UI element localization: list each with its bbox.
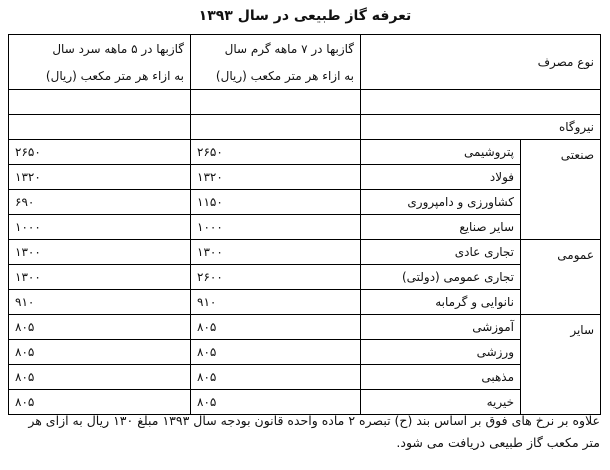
summer-price: ۱۳۰۰ bbox=[197, 245, 223, 259]
group-name: سایر bbox=[570, 323, 595, 337]
row-label: خیریه bbox=[486, 395, 515, 409]
winter-price: ۶۹۰ bbox=[15, 195, 35, 209]
table-row bbox=[9, 340, 601, 365]
row-label: کشاورزی و دامپروری bbox=[407, 195, 515, 209]
powerplant-row bbox=[9, 115, 601, 140]
row-label-cell bbox=[361, 365, 521, 390]
header-summer-cell-2 bbox=[191, 62, 361, 90]
table-row bbox=[9, 190, 601, 215]
summer-price: ۱۳۲۰ bbox=[197, 170, 223, 184]
summer-price: ۸۰۵ bbox=[197, 395, 217, 409]
row-label-cell bbox=[361, 240, 521, 265]
row-label: ورزشی bbox=[476, 345, 515, 359]
winter-price-cell bbox=[9, 290, 191, 315]
summer-price-cell bbox=[191, 215, 361, 240]
header-summer-line2: به ازاء هر متر مکعب (ریال) bbox=[215, 68, 354, 83]
winter-price-cell bbox=[9, 240, 191, 265]
winter-price-cell bbox=[9, 365, 191, 390]
winter-price: ۹۱۰ bbox=[15, 295, 35, 309]
header-type-cell bbox=[361, 35, 601, 90]
powerplant-label-cell bbox=[361, 115, 601, 140]
group-name-cell bbox=[521, 315, 601, 415]
summer-price: ۱۰۰۰ bbox=[197, 220, 223, 234]
document-title: تعرفه گاز طبیعی در سال ۱۳۹۳ bbox=[198, 8, 412, 24]
summer-price-cell bbox=[191, 140, 361, 165]
group-name: صنعتی bbox=[560, 148, 595, 162]
table-row bbox=[9, 365, 601, 390]
winter-price-cell bbox=[9, 215, 191, 240]
summer-price: ۸۰۵ bbox=[197, 320, 217, 334]
table-row bbox=[9, 315, 601, 340]
winter-price-cell bbox=[9, 190, 191, 215]
winter-price: ۸۰۵ bbox=[15, 345, 35, 359]
group-name: عمومی bbox=[557, 248, 595, 262]
footer-note bbox=[10, 410, 600, 454]
summer-price-cell bbox=[191, 340, 361, 365]
row-label-cell bbox=[361, 165, 521, 190]
winter-price: ۱۳۰۰ bbox=[15, 245, 41, 259]
winter-price: ۱۳۰۰ bbox=[15, 270, 41, 284]
row-label-cell bbox=[361, 190, 521, 215]
row-label: نانوایی و گرمابه bbox=[435, 295, 515, 309]
winter-price-cell bbox=[9, 315, 191, 340]
tariff-table bbox=[8, 34, 601, 415]
summer-price-cell bbox=[191, 165, 361, 190]
table-row bbox=[9, 140, 601, 165]
tariff-table-wrapper bbox=[8, 34, 600, 409]
winter-price: ۱۳۲۰ bbox=[15, 170, 41, 184]
footer-line-1: علاوه بر نرخ های فوق بر اساس بند (ح) تبصره ۲ ماده واحده قانون بودجه سال ۱۳۹۳ مبلغ ۱۳۰ ریال به ازای هر bbox=[28, 413, 600, 428]
footer-line-2: متر مکعب گاز طبیعی دریافت می شود. bbox=[396, 435, 600, 450]
summer-price: ۱۱۵۰ bbox=[197, 195, 223, 209]
table-row bbox=[9, 215, 601, 240]
summer-price-cell bbox=[191, 190, 361, 215]
row-label: آموزشی bbox=[472, 320, 515, 334]
row-label-cell bbox=[361, 290, 521, 315]
summer-price: ۸۰۵ bbox=[197, 370, 217, 384]
header-summer-line1: گازبها در ۷ ماهه گرم سال bbox=[224, 41, 354, 56]
powerplant-label: نیروگاه bbox=[558, 120, 595, 134]
header-winter-line2: به ازاء هر متر مکعب (ریال) bbox=[45, 68, 184, 83]
winter-price-cell bbox=[9, 265, 191, 290]
winter-price-cell bbox=[9, 165, 191, 190]
table-row bbox=[9, 240, 601, 265]
winter-price: ۲۶۵۰ bbox=[15, 145, 41, 159]
winter-price: ۸۰۵ bbox=[15, 395, 35, 409]
group-name-cell bbox=[521, 140, 601, 240]
powerplant-blank-row bbox=[9, 90, 601, 115]
summer-price-cell bbox=[191, 290, 361, 315]
row-label-cell bbox=[361, 140, 521, 165]
row-label: مذهبی bbox=[481, 370, 515, 384]
winter-price-cell bbox=[9, 140, 191, 165]
header-winter-cell bbox=[9, 35, 191, 63]
row-label: سایر صنایع bbox=[459, 220, 515, 234]
winter-price: ۸۰۵ bbox=[15, 320, 35, 334]
summer-price-cell bbox=[191, 240, 361, 265]
row-label: فولاد bbox=[489, 170, 515, 184]
summer-price: ۲۶۵۰ bbox=[197, 145, 223, 159]
summer-price-cell bbox=[191, 365, 361, 390]
table-row bbox=[9, 290, 601, 315]
row-label: تجاری عادی bbox=[454, 245, 515, 259]
row-label-cell bbox=[361, 265, 521, 290]
group-name-cell bbox=[521, 240, 601, 315]
header-type-label: نوع مصرف bbox=[537, 55, 595, 69]
header-winter-line1: گازبها در ۵ ماهه سرد سال bbox=[52, 41, 184, 56]
header-row-1 bbox=[9, 35, 601, 63]
row-label-cell bbox=[361, 215, 521, 240]
row-label-cell bbox=[361, 315, 521, 340]
groups-body bbox=[9, 140, 601, 415]
summer-price-cell bbox=[191, 265, 361, 290]
header-summer-cell bbox=[191, 35, 361, 63]
summer-price: ۸۰۵ bbox=[197, 345, 217, 359]
row-label: پتروشیمی bbox=[464, 145, 515, 159]
table-row bbox=[9, 165, 601, 190]
winter-price: ۸۰۵ bbox=[15, 370, 35, 384]
row-label-cell bbox=[361, 340, 521, 365]
header-winter-cell-2 bbox=[9, 62, 191, 90]
summer-price: ۹۱۰ bbox=[197, 295, 217, 309]
summer-price: ۲۶۰۰ bbox=[197, 270, 223, 284]
row-label: تجاری عمومی (دولتی) bbox=[401, 270, 515, 284]
winter-price: ۱۰۰۰ bbox=[15, 220, 41, 234]
winter-price-cell bbox=[9, 340, 191, 365]
table-row bbox=[9, 265, 601, 290]
summer-price-cell bbox=[191, 315, 361, 340]
